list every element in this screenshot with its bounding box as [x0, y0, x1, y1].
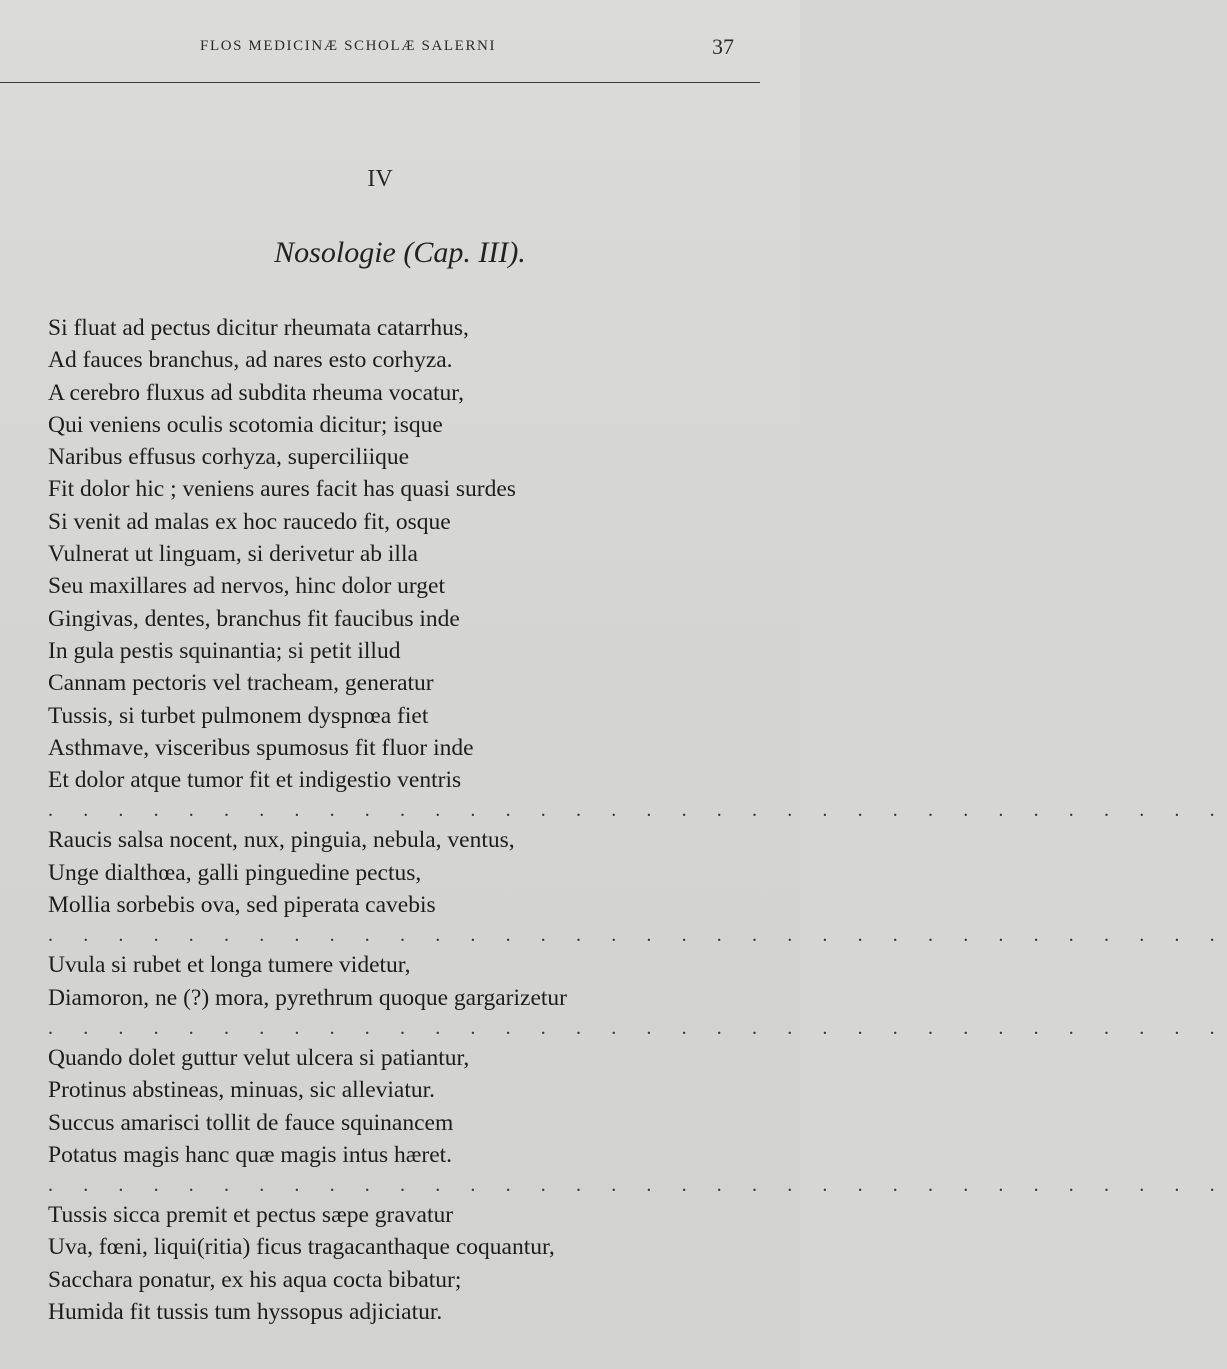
poem-body	[48, 312, 1227, 1328]
verse-line: Qui veniens oculis scotomia dicitur; isque	[48, 411, 443, 438]
verse-line: Ad fauces branchus, ad nares esto corhyza.	[48, 347, 453, 374]
verse-line: Diamoron, ne (?) mora, pyrethrum quoque gargarizetur	[48, 984, 567, 1011]
chapter-number: IV	[367, 166, 393, 192]
ellipsis-row: . . . . . . . . . . . . . . . . . . . . . . . . . . . . . . . . . .	[48, 799, 1227, 822]
verse-line: In gula pestis squinantia; si petit illud	[48, 637, 401, 664]
stanza	[48, 1199, 788, 1328]
verse-line: Seu maxillares ad nervos, hinc dolor urget	[48, 573, 446, 600]
verse-line: Potatus magis hanc quæ magis intus hæret.	[48, 1141, 453, 1168]
verse-line: Vulnerat ut linguam, si derivetur ab illa	[48, 541, 418, 568]
ellipsis-row: . . . . . . . . . . . . . . . . . . . . . . . . . . . . . . . . . .	[48, 1174, 1227, 1197]
page-number: 37	[712, 34, 734, 59]
stanza	[48, 312, 788, 796]
verse-line: Uvula si rubet et longa tumere videtur,	[48, 952, 411, 979]
verse-line: Gingivas, dentes, branchus fit faucibus inde	[48, 605, 460, 632]
verse-line: Protinus abstineas, minuas, sic alleviatur.	[48, 1077, 436, 1104]
stanza	[48, 1042, 788, 1171]
verse-line: Asthmave, visceribus spumosus fit fluor inde	[48, 734, 474, 761]
stanza	[48, 949, 788, 1014]
verse-line: Naribus effusus corhyza, superciliique	[48, 444, 410, 471]
verse-line: Succus amarisci tollit de fauce squinancem	[48, 1109, 454, 1136]
verse-line: Si fluat ad pectus dicitur rheumata catarrhus,	[48, 315, 469, 341]
ellipsis-row: . . . . . . . . . . . . . . . . . . . . . . . . . . . . . . . . . .	[48, 1016, 1227, 1039]
verse-line: Uva, fœni, liqui(ritia) ficus tragacanthaque coquantur,	[48, 1234, 555, 1261]
page-header	[0, 34, 800, 62]
verse-line: Raucis salsa nocent, nux, pinguia, nebula, ventus,	[48, 827, 515, 854]
verse-line: Mollia sorbebis ova, sed piperata cavebis	[48, 892, 436, 919]
verse-line: Unge dialthœa, galli pinguedine pectus,	[48, 859, 422, 886]
verse-line: Humida fit tussis tum hyssopus adjiciatur.	[48, 1299, 443, 1326]
verse-line: A cerebro fluxus ad subdita rheuma vocatur,	[48, 379, 465, 406]
verse-line: Quando dolet guttur velut ulcera si patiantur,	[48, 1044, 470, 1071]
verse-line: Fit dolor hic ; veniens aures facit has quasi surdes	[48, 476, 516, 503]
verse-line: Et dolor atque tumor fit et indigestio ventris	[48, 767, 462, 794]
verse-line: Tussis sicca premit et pectus sæpe gravatur	[48, 1202, 454, 1229]
ellipsis-row: . . . . . . . . . . . . . . . . . . . . . . . . . . . . . . . . . .	[48, 924, 1227, 947]
verse-line: Cannam pectoris vel tracheam, generatur	[48, 670, 434, 697]
stanza	[48, 824, 788, 921]
running-title: FLOS MEDICINÆ SCHOLÆ SALERNI	[200, 38, 497, 54]
chapter-title: Nosologie (Cap. III).	[274, 236, 526, 269]
verse-line: Sacchara ponatur, ex his aqua cocta bibatur;	[48, 1266, 462, 1293]
verse-line: Si venit ad malas ex hoc raucedo fit, osque	[48, 508, 451, 535]
verse-line: Tussis, si turbet pulmonem dyspnœa fiet	[48, 702, 429, 729]
header-rule	[0, 82, 760, 83]
